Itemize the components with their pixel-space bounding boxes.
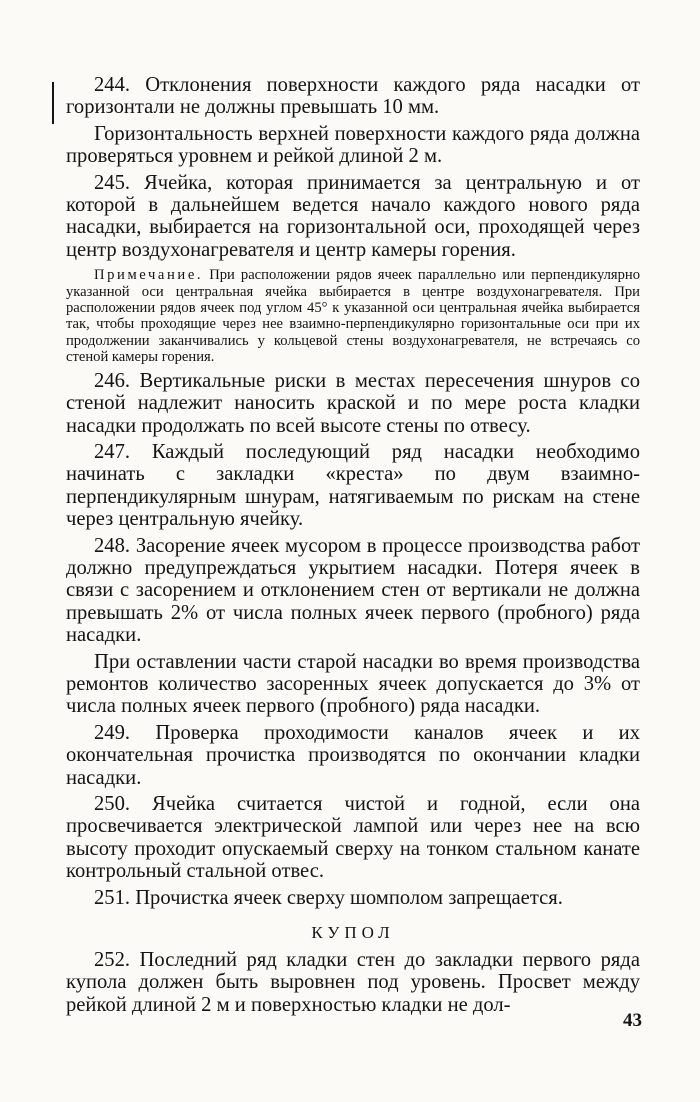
paragraph-245: 245. Ячейка, которая принимается за центральную и от которой в дальнейшем ведется начало каждого нового ряда насадки, выбирается на горизонтальной оси, проходящей через центр воздухонагревателя и центр камеры горения. — [66, 171, 640, 261]
page-body — [66, 74, 640, 1016]
paragraph-251: 251. Прочистка ячеек сверху шомполом запрещается. — [94, 886, 563, 909]
page-number: 43 — [623, 1010, 642, 1031]
paragraph-244-cont: Горизонтальность верхней поверхности каждого ряда должна проверяться уровнем и рейкой длиной 2 м. — [66, 122, 640, 168]
paragraph-244: 244. Отклонения поверхности каждого ряда насадки от горизонтали не должны превышать 10 мм. — [66, 74, 640, 119]
paragraph-249: 249. Проверка проходимости каналов ячеек и их окончательная прочистка производятся по окончании кладки насадки. — [66, 721, 640, 789]
paragraph-247: 247. Каждый последующий ряд насадки необходимо начинать с закладки «креста» по двум взаимно-перпендикулярным шнурам, натягиваемым по рискам на стене через центральную ячейку. — [66, 440, 640, 531]
note-label: Примечание. — [94, 267, 204, 284]
paragraph-246: 246. Вертикальные риски в местах пересечения шнуров со стеной надлежит наносить краской и по мере роста кладки насадки продолжать по всей высоте стены по отвесу. — [66, 369, 640, 437]
paragraph-248: 248. Засорение ячеек мусором в процессе производства работ должно предупреждаться укрытием насадки. Потеря ячеек в связи с засорением и отклонением стен от вертикали не должна превышать 2% от числа полных ячеек первого (пробного) ряда насадки. — [66, 534, 640, 647]
note — [66, 267, 640, 365]
note-text: При расположении рядов ячеек параллельно или перпендикулярно указанной оси центральная ячейка выбирается в центре воздухонагревателя. При расположении рядов ячеек под углом 45° к указанной оси центральная ячейка выбирается так, чтобы проходящие через нее взаимно-перпендикулярно горизонтальные оси при их продолжении заканчивались у кольцевой стены воздухонагревателя, не встречаясь со стеной камеры горения. — [66, 267, 640, 366]
margin-change-bar — [52, 82, 54, 124]
paragraph-250: 250. Ячейка считается чистой и годной, если она просвечивается электрической лампой или через нее на всю высоту проходит опускаемый сверху на тонком стальном канате контрольный стальной отвес. — [66, 793, 640, 883]
section-title: КУПОЛ — [311, 923, 395, 943]
paragraph-248-cont: При оставлении части старой насадки во время производства ремонтов количество засоренных ячеек допускается до 3% от числа полных ячеек первого (пробного) ряда насадки. — [66, 650, 640, 718]
paragraph-252: 252. Последний ряд кладки стен до закладки первого ряда купола должен быть выровнен под уровень. Просвет между рейкой длиной 2 м и поверхностью кладки не дол- — [66, 949, 640, 1016]
